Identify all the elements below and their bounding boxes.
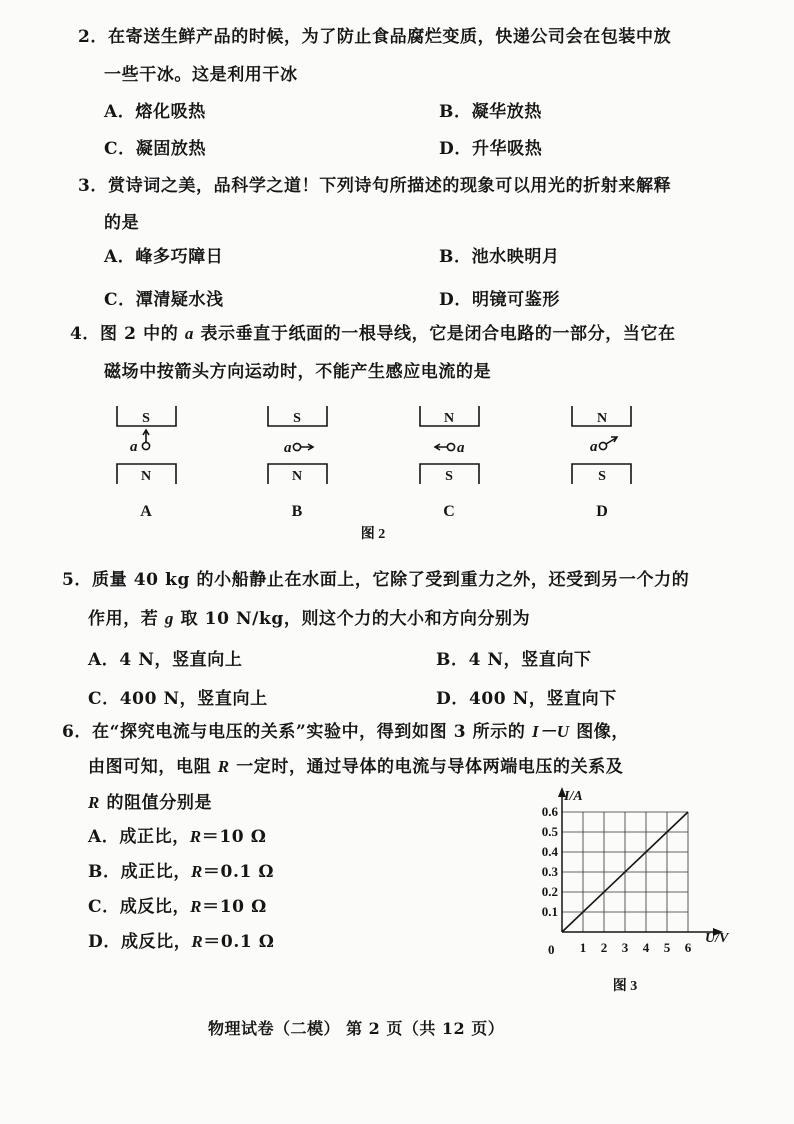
q3-option-d: D．明镜可鉴形 [439, 290, 560, 310]
panel-a-bottom-pole: N [140, 469, 152, 484]
panel-c-wire [447, 443, 454, 450]
q2-option-a: A．熔化吸热 [104, 102, 206, 122]
panel-a-arrow-up-icon [143, 430, 149, 442]
x-tick-label: 4 [642, 940, 650, 955]
q5-option-c: C．400 N，竖直向上 [88, 689, 268, 709]
panel-d-bottom-pole: S [598, 469, 606, 484]
panel-c-label: C [443, 503, 455, 520]
panel-b-wire [293, 443, 300, 450]
panel-b-arrow-right-icon [301, 444, 313, 450]
x-tick-label: 3 [621, 940, 629, 955]
panel-d-wire-label: a [590, 439, 598, 455]
q6-stem-line3: R 的阻值分别是 [88, 793, 213, 813]
figure-3-caption: 图 3 [612, 979, 638, 994]
q5-number: 5． [62, 570, 93, 590]
panel-b-top-pole: S [293, 411, 301, 426]
x-tick-label: 6 [684, 940, 692, 955]
page-footer: 物理试卷（二模） 第 2 页（共 12 页） [208, 1019, 505, 1038]
panel-a-wire-label: a [130, 439, 138, 455]
x-axis-label: U/V [705, 931, 729, 946]
q5-stem-line1: 5．质量 40 kg 的小船静止在水面上，它除了受到重力之外，还受到另一个力的 [62, 570, 690, 590]
q3-stem-line1: 3．赏诗词之美，品科学之道！下列诗句所描述的现象可以用光的折射来解释 [78, 176, 672, 196]
q2-number: 2． [78, 27, 109, 47]
q3-option-b: B．池水映明月 [439, 247, 560, 267]
q2-stem-line2: 一些干冰。这是利用干冰 [104, 65, 298, 85]
y-tick-label: 0.2 [541, 884, 558, 899]
q6-stem-line1: 6．在“探究电流与电压的关系”实验中，得到如图 3 所示的 I－U 图像， [62, 722, 630, 742]
q5-stem-line2: 作用，若 g 取 10 N/kg，则这个力的大小和方向分别为 [88, 609, 531, 629]
y-tick-label: 0.4 [541, 844, 558, 859]
panel-c-top-pole: N [443, 411, 455, 426]
panel-a-wire [142, 442, 149, 449]
panel-b-label: B [291, 503, 303, 520]
panel-d-top-pole: N [596, 411, 608, 426]
panel-c-bottom-pole: S [445, 469, 453, 484]
q2-option-c: C．凝固放热 [104, 139, 207, 159]
q6-option-a: A．成正比，R＝10 Ω [88, 827, 267, 847]
q3-option-a: A．峰多巧障日 [104, 247, 224, 267]
q4-stem-line1: 4．图 2 中的 a 表示垂直于纸面的一根导线，它是闭合电路的一部分，当它在 [70, 324, 676, 344]
x-tick-label: 1 [579, 940, 587, 955]
panel-b-wire-label: a [284, 440, 292, 456]
panel-c-wire-label: a [457, 440, 465, 456]
panel-a-label: A [140, 503, 152, 520]
y-tick-label: 0.5 [541, 824, 558, 839]
q6-option-c: C．成反比，R＝10 Ω [88, 897, 267, 917]
x-tick-label: 5 [663, 940, 671, 955]
q5-option-b: B．4 N，竖直向下 [436, 650, 592, 670]
q4-stem-line2: 磁场中按箭头方向运动时，不能产生感应电流的是 [104, 362, 492, 382]
y-tick-label: 0.3 [541, 864, 558, 879]
q2-option-b: B．凝华放热 [439, 102, 542, 122]
q5-option-a: A．4 N，竖直向上 [88, 650, 243, 670]
panel-d-label: D [596, 503, 608, 520]
q2-option-d: D．升华吸热 [439, 139, 543, 159]
q3-stem-line2: 的是 [104, 213, 140, 233]
q6-number: 6． [62, 722, 93, 742]
figure-2-magnet-diagrams [100, 400, 660, 550]
panel-d-arrow-diagonal-icon [606, 437, 617, 444]
q2-stem-line1: 2．在寄送生鲜产品的时候，为了防止食品腐烂变质，快递公司会在包装中放 [78, 27, 672, 47]
y-tick-label: 0.1 [541, 904, 558, 919]
panel-b-bottom-pole: N [291, 469, 303, 484]
q6-option-d: D．成反比，R＝0.1 Ω [88, 932, 275, 952]
figure-2-caption: 图 2 [360, 527, 386, 542]
q6-option-b: B．成正比，R＝0.1 Ω [88, 862, 275, 882]
figure-3-iu-chart [530, 782, 740, 1002]
y-axis-label: I/A [564, 789, 583, 804]
q5-option-d: D．400 N，竖直向下 [436, 689, 617, 709]
q3-number: 3． [78, 176, 109, 196]
y-tick-label: 0.6 [541, 804, 558, 819]
q6-stem-line2: 由图可知，电阻 R 一定时，通过导体的电流与导体两端电压的关系及 [88, 757, 624, 777]
x-tick-label: 2 [600, 940, 608, 955]
panel-a-top-pole: S [142, 411, 150, 426]
origin-label: 0 [548, 942, 555, 957]
q4-number: 4． [70, 324, 101, 344]
panel-c-arrow-left-icon [435, 444, 447, 450]
q3-option-c: C．潭清疑水浅 [104, 290, 224, 310]
panel-d-wire [599, 442, 606, 449]
